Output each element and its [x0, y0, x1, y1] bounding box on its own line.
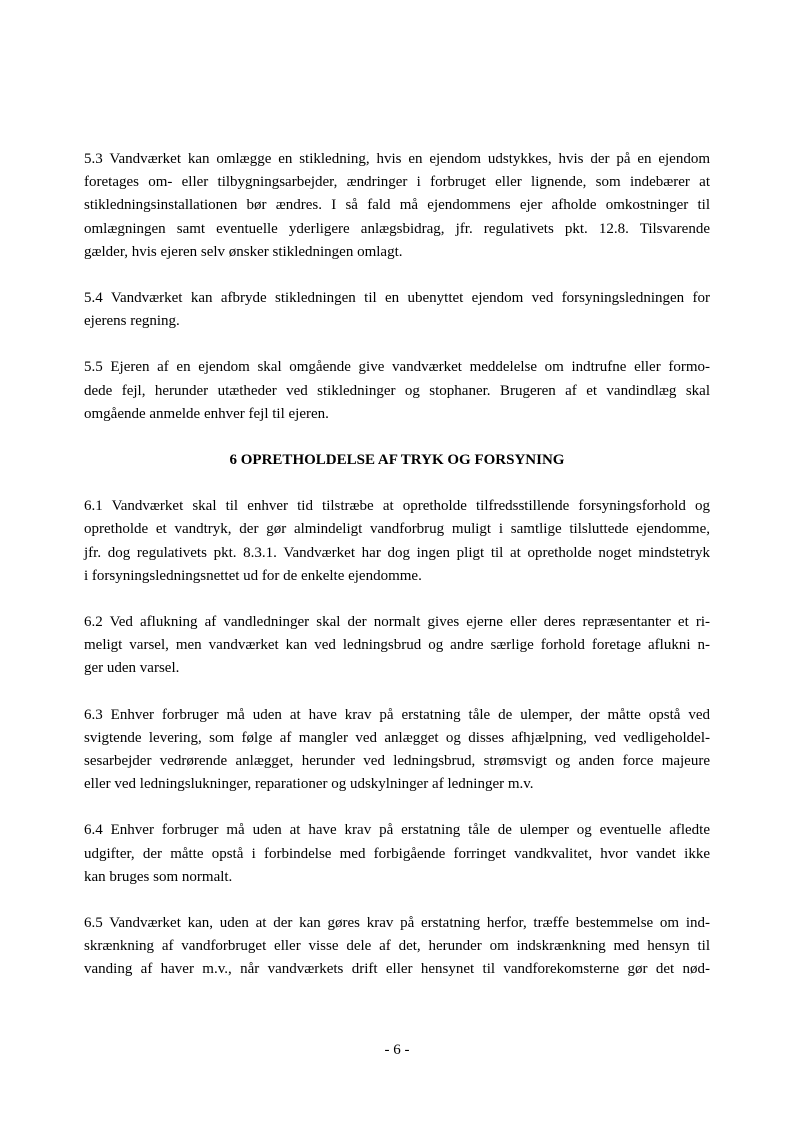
- text-line: gælder, hvis ejeren selv ønsker stikledningen omlagt.: [84, 243, 403, 260]
- text-line: omgående anmelde enhver fejl til ejeren.: [84, 405, 329, 422]
- document-page: [84, 148, 710, 982]
- text-line: ger uden varsel.: [84, 660, 180, 677]
- text-line: vanding af haver m.v., når vandværkets drift eller hensynet til vandforekomsterne gør det nød-: [84, 961, 710, 978]
- text-line: 6.1 Vandværket skal til enhver tid tilstræbe at opretholde tilfredsstillende forsyningsforhold og: [84, 498, 710, 515]
- text-line: eller ved ledningslukninger, reparationer og udskylninger af ledninger m.v.: [84, 776, 534, 793]
- text-line: stikledningsinstallationen bør ændres. I så fald må ejendommens ejer afholde omkostninger til: [84, 197, 710, 214]
- text-line: 6.3 Enhver forbruger må uden at have krav på erstatning tåle de ulemper, der måtte opstå ved: [84, 706, 710, 723]
- text-line: ejerens regning.: [84, 313, 180, 330]
- text-line: foretages om- eller tilbygningsarbejder, ændringer i forbruget eller lignende, som indebærer at: [84, 174, 710, 191]
- paragraph-6-5: [84, 912, 710, 982]
- text-line: dede fejl, herunder utætheder ved stikledninger og stophaner. Brugeren af et vandindlæg skal: [84, 382, 710, 399]
- paragraph-6-3: [84, 704, 710, 797]
- text-line: jfr. dog regulativets pkt. 8.3.1. Vandværket har dog ingen pligt til at opretholde noget mindstetryk: [84, 544, 710, 561]
- text-line: 5.5 Ejeren af en ejendom skal omgående give vandværket meddelelse om indtrufne eller formo-: [84, 359, 710, 376]
- text-line: opretholde et vandtryk, der gør almindeligt vandforbrug muligt i samtlige tilsluttede ejendomme,: [84, 521, 710, 538]
- text-line: 5.3 Vandværket kan omlægge en stikledning, hvis en ejendom udstykkes, hvis der på en ejendom: [84, 151, 710, 167]
- text-line: 6.4 Enhver forbruger må uden at have krav på erstatning tåle de ulemper og eventuelle afledte: [84, 822, 710, 839]
- text-line: omlægningen samt eventuelle yderligere anlægsbidrag, jfr. regulativets pkt. 12.8. Tilsvarende: [84, 220, 710, 237]
- page-number: - 6 -: [384, 1042, 410, 1058]
- paragraph-6-1: [84, 495, 710, 588]
- text-line: meligt varsel, men vandværket kan ved ledningsbrud og andre særlige forhold foretage aflukni n-: [84, 637, 710, 654]
- text-line: 6.5 Vandværket kan, uden at der kan gøres krav på erstatning herfor, træffe bestemmelse om ind-: [84, 915, 710, 932]
- text-line: kan bruges som normalt.: [84, 868, 233, 885]
- section-heading-6: 6 OPRETHOLDELSE AF TRYK OG FORSYNING: [229, 452, 565, 469]
- text-line: i forsyningsledningsnettet ud for de enkelte ejendomme.: [84, 567, 422, 584]
- text-line: udgifter, der måtte opstå i forbindelse med forbigående forringet vandkvalitet, hvor vandet ikke: [84, 845, 710, 862]
- text-line: 5.4 Vandværket kan afbryde stikledningen til en ubenyttet ejendom ved forsyningsledningen for: [84, 290, 710, 307]
- paragraph-5-5: [84, 356, 710, 426]
- text-line: 6.2 Ved aflukning af vandledninger skal der normalt gives ejerne eller deres repræsentanter et ri-: [84, 614, 710, 631]
- paragraph-6-4: [84, 819, 710, 889]
- text-line: skrænkning af vandforbruget eller visse dele af det, herunder om indskrænkning med hensyn til: [84, 938, 710, 955]
- paragraph-5-4: [84, 287, 710, 333]
- text-line: svigtende levering, som følge af mangler ved anlægget og disses afhjælpning, ved vedligeholdel-: [84, 729, 710, 746]
- text-line: sesarbejder vedrørende anlægget, herunder ved ledningsbrud, strømsvigt og anden force majeure: [84, 753, 710, 770]
- paragraph-6-2: [84, 611, 710, 681]
- paragraph-5-3: [84, 148, 710, 264]
